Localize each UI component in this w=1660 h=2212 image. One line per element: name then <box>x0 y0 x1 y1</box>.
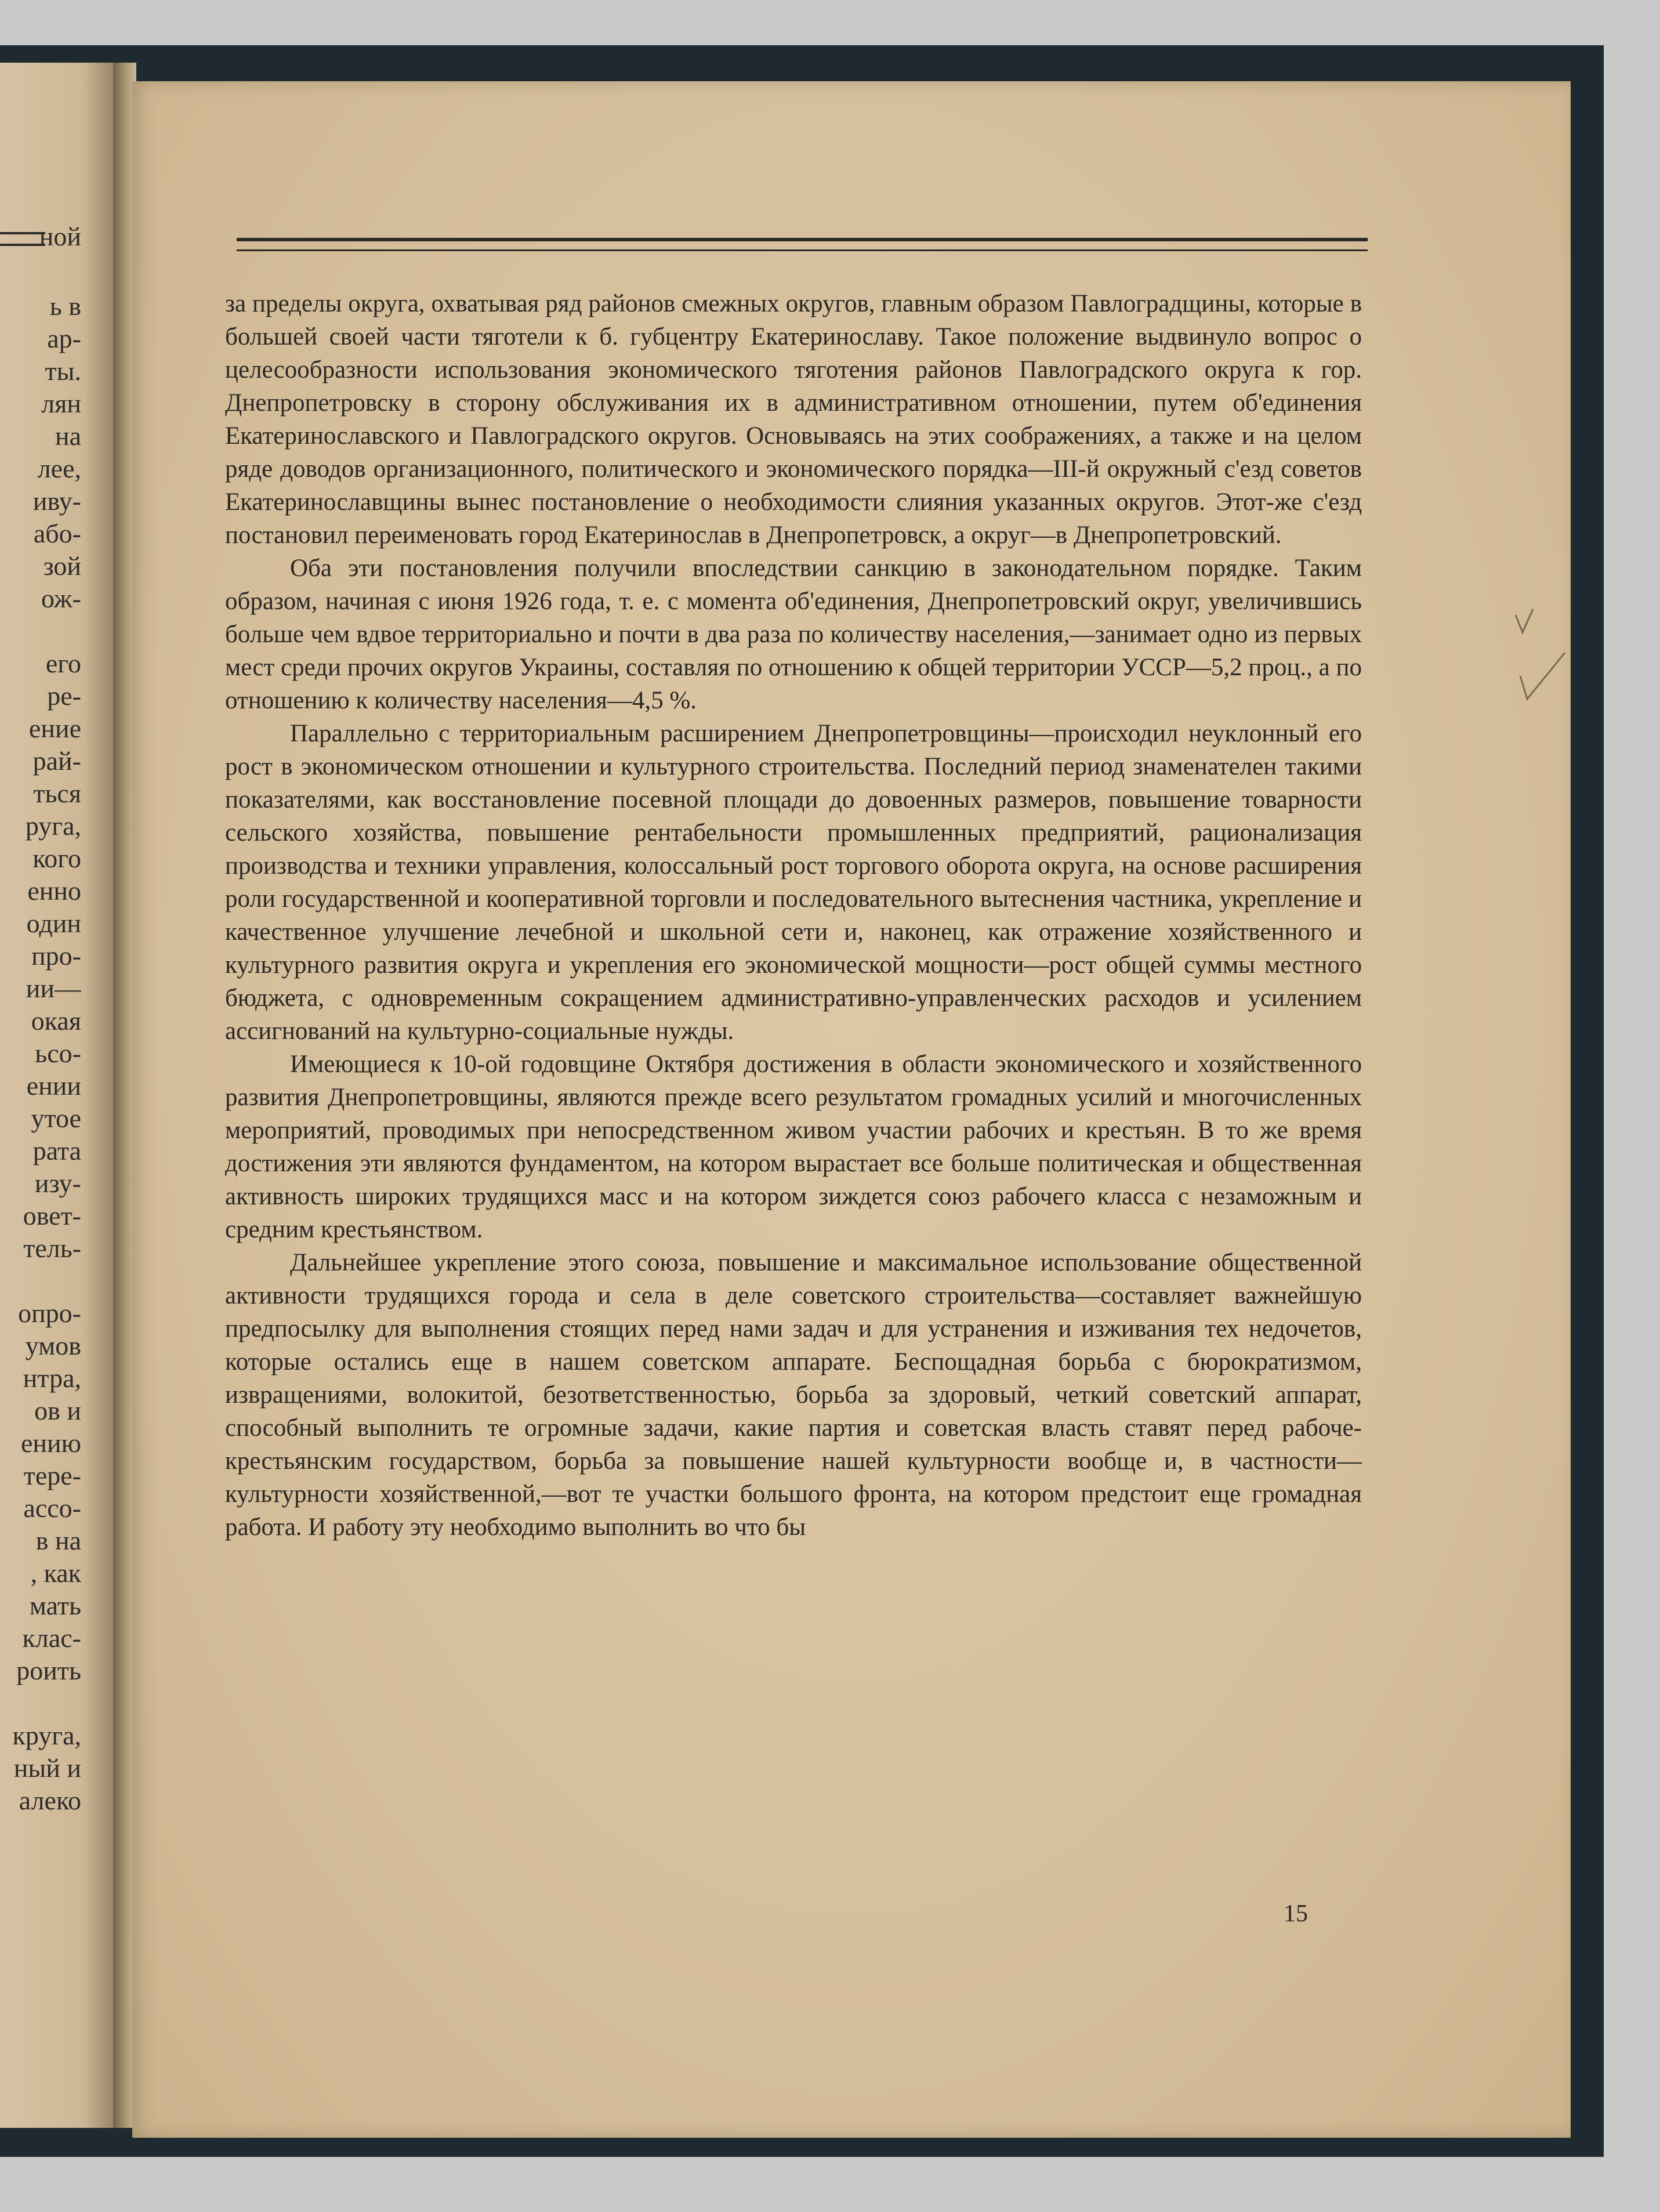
left-page-fragment: ении <box>26 1071 81 1100</box>
left-page-fragment: руга, <box>25 811 81 841</box>
left-page-fragment: тель- <box>23 1233 81 1263</box>
left-page-fragment: лян <box>41 389 81 418</box>
left-page <box>0 63 119 2128</box>
left-page-fragment: енно <box>27 876 81 906</box>
paragraph-5: Дальнейшее укрепление этого союза, повышение и максимальное использование общественной активности трудящихся города и села в деле советского строительства—составляет важнейшую предпосылку для выполнения стоящих перед нами задач и для устранения и изживания тех недочетов, которые остались еще в нашем советском аппарате. Беспощадная борьба с бюрократизмом, извращениями, волокитой, безответственностью, борьба за здоровый, четкий советский аппарат, способный выполнить те огромные задачи, какие партия и советская власть ставят перед рабоче-крестьянским государством, борьба за повышение нашей культурности вообще и, в частности—культурности хозяйственной,—вот те участки большого фронта, на котором предстоит еще громадная работа. И работу эту необходимо выполнить во что бы <box>225 1249 1362 1541</box>
left-page-fragment: утое <box>31 1103 81 1133</box>
left-page-fragment: в на <box>35 1526 81 1555</box>
left-page-fragment: ению <box>20 1428 81 1458</box>
left-page-fragment: один <box>26 908 81 938</box>
left-page-fragment: умов <box>25 1331 81 1360</box>
left-page-fragment: ной <box>39 222 81 251</box>
left-page-fragment: его <box>45 649 81 678</box>
left-page-fragment: мать <box>29 1591 81 1620</box>
paragraph-2: Оба эти постановления получили впоследствии санкцию в законодательном порядке. Таким образом, начиная с июня 1926 года, т. е. с момента об'единения, Днепропетровский округ, увеличившись больше чем вдвое территориально и почти в два раза по количеству населения,—занимает одно из первых мест среди прочих округов Украины, составляя по отношению к общей территории УССР—5,2 проц., а по отношению к количеству населения—4,5 %. <box>225 555 1362 714</box>
left-page-fragment: ты. <box>45 356 81 386</box>
right-page <box>132 81 1571 2138</box>
left-page-fragment: , как <box>30 1558 81 1588</box>
left-page-fragment: тере- <box>23 1461 81 1490</box>
left-page-fragment: ар- <box>47 324 81 353</box>
left-page-fragment: ре- <box>47 681 81 711</box>
left-page-fragment: клас- <box>22 1623 81 1653</box>
left-page-fragment: ож- <box>41 584 81 613</box>
header-rule-thin <box>237 249 1368 251</box>
left-page-fragment: роить <box>16 1656 81 1685</box>
left-page-fragment: опро- <box>18 1298 81 1328</box>
left-page-fragment: нтра, <box>23 1363 81 1393</box>
body-text <box>225 287 1362 1544</box>
left-page-fragment: на <box>55 421 81 451</box>
left-page-fragment: про- <box>31 941 81 971</box>
left-page-fragment: зой <box>43 551 81 581</box>
left-page-fragment: кого <box>32 843 81 873</box>
left-page-fragment: ассо- <box>23 1493 81 1523</box>
left-page-fragment: ьсо- <box>35 1038 81 1068</box>
left-page-fragment: окая <box>31 1006 81 1036</box>
left-page-fragment: рата <box>32 1136 81 1165</box>
left-page-fragment: иву- <box>32 486 81 516</box>
left-page-fragment: изу- <box>34 1168 81 1198</box>
left-page-fragment: ов и <box>34 1396 81 1425</box>
left-page-fragment: ться <box>33 779 81 808</box>
left-page-fragment: круга, <box>12 1721 81 1750</box>
left-page-fragment: або- <box>33 519 81 548</box>
left-page-fragment: ь в <box>49 291 81 321</box>
left-page-fragment: овет- <box>23 1201 81 1230</box>
left-page-fragment: ение <box>28 714 81 743</box>
paragraph-1: за пределы округа, охватывая ряд районов смежных округов, главным образом Павлоградщины, которые в большей своей части тяготели к б. губцентру Екатеринославу. Такое положение выдвинуло вопрос о целесообразности использования экономического тяготения районов Павлоградского округа к гор. Днепропетровску в сторону обслуживания их в административном отношении, путем об'единения Екатеринославского и Павлоградского округов. Основываясь на этих соображениях, а также и на целом ряде доводов организационного, политического и экономического порядка—III-й окружный с'езд советов Екатеринославщины вынес постановление о необходимости слияния указанных округов. Этот-же с'езд постановил переименовать город Екатеринослав в Днепропетровск, а округ—в Днепропетровский. <box>225 290 1362 549</box>
paragraph-3: Параллельно с территориальным расширением Днепропетровщины—происходил неуклонный его рост в экономическом отношении и культурного строительства. Последний период знаменателен такими показателями, как восстановление посевной площади до довоенных размеров, повышение товарности сельского хозяйства, повышение рентабельности промышленных предприятий, рационализация производства и техники управления, колоссальный рост торгового оборота округа, на основе расширения роли государственной и кооперативной торговли и последовательного вытеснения частника, укрепление и качественное улучшение лечебной и школьной сети и, наконец, как отражение хозяйственного и культурного развития округа и укрепления его экономической мощности—рост общей суммы местного бюджета, с одновременным сокращением административно-управленческих расходов и усилением ассигнований на культурно-социальные нужды. <box>225 720 1362 1045</box>
page-number: 15 <box>1284 1900 1308 1927</box>
left-page-fragment: рай- <box>32 746 81 776</box>
handwritten-check-mark-icon <box>1510 598 1574 737</box>
header-rule-thick <box>237 238 1368 241</box>
left-page-fragment: ии— <box>26 973 81 1003</box>
left-page-fragment: ный и <box>13 1753 81 1783</box>
left-page-fragment: алеко <box>19 1786 81 1815</box>
paragraph-4: Имеющиеся к 10-ой годовщине Октября достижения в области экономического и хозяйственного развития Днепропетровщины, являются прежде всего результатом громадных усилий и многочисленных мероприятий, проводимых при непосредственном живом участии рабочих и крестьян. В то же время достижения эти являются фундаментом, на котором вырастает все больше политическая и общественная активность широких трудящихся масс и на котором зиждется союз рабочего класса с незаможным и средним крестьянством. <box>225 1051 1362 1243</box>
left-page-fragment: лее, <box>37 454 81 483</box>
